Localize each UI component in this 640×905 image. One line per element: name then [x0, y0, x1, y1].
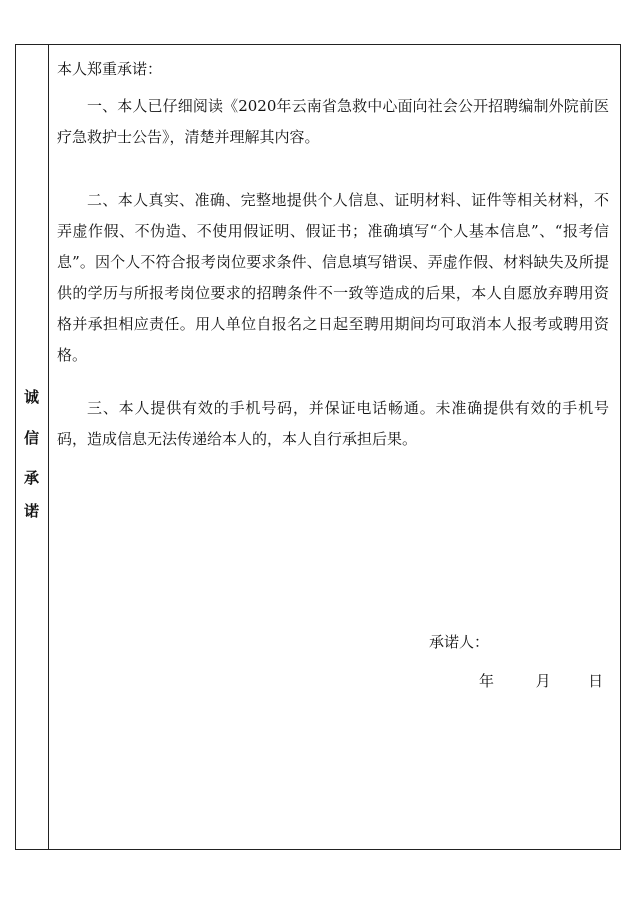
side-label-char: 诺 — [23, 502, 39, 520]
day-label: 日 — [588, 672, 604, 690]
pledge-table — [15, 44, 621, 850]
pledge-paragraph-2: 二、本人真实、准确、完整地提供个人信息、证明材料、证件等相关材料，不弄虚作假、不伪造、不使用假证明、假证书；准确填写“个人基本信息”、“报考信息”。因个人不符合报考岗位要求条件、信息填写错误、弄虚作假、材料缺失及所提供的学历与所报考岗位要求的招聘条件不一致等造成的后果，本人自愿放弃聘用资格并承担相应责任。用人单位自报名之日起至聘用期间均可取消本人报考或聘用资格。 — [57, 191, 609, 364]
pledge-paragraph-1: 一、本人已仔细阅读《2020年云南省急救中心面向社会公开招聘编制外院前医疗急救护士公告》，清楚并理解其内容。 — [57, 97, 609, 146]
side-label-char: 信 — [23, 429, 39, 447]
date-line — [479, 671, 603, 691]
side-label-char: 诚 — [23, 388, 39, 406]
signer-label: 承诺人： — [429, 633, 490, 651]
opening-line: 本人郑重承诺： — [57, 60, 163, 78]
side-label-column — [16, 45, 49, 849]
side-label-char: 承 — [23, 469, 39, 487]
pledge-content — [49, 45, 620, 849]
month-label: 月 — [535, 672, 551, 690]
year-label: 年 — [479, 672, 495, 690]
pledge-paragraph-3: 三、本人提供有效的手机号码，并保证电话畅通。未准确提供有效的手机号码，造成信息无法传递给本人的，本人自行承担后果。 — [57, 399, 609, 448]
